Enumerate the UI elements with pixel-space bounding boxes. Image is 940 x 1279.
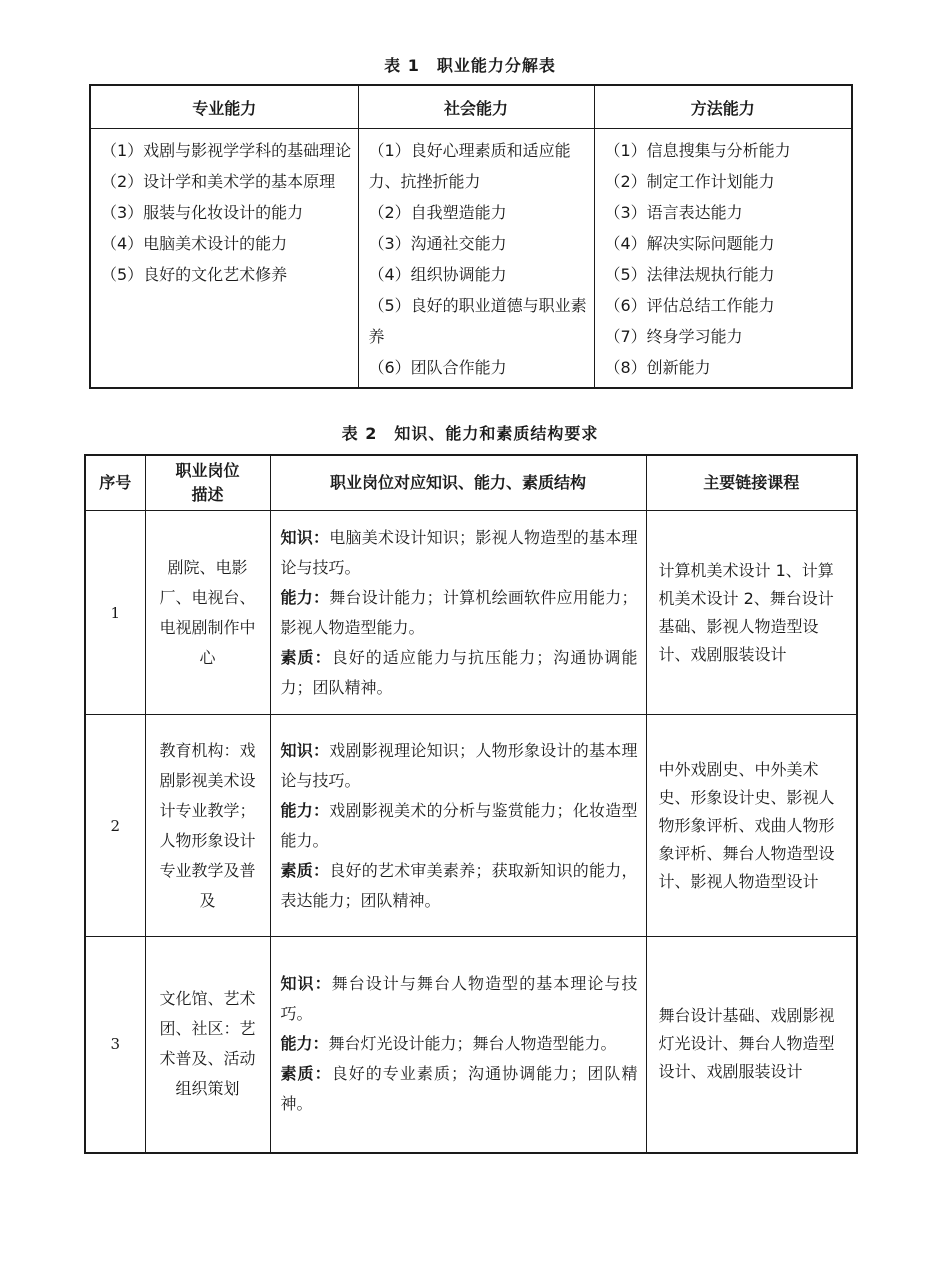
list-item: （5）良好的职业道德与职业素养: [368, 296, 587, 346]
list-item: （2）自我塑造能力: [368, 203, 507, 222]
list-item: （2）设计学和美术学的基本原理: [101, 172, 336, 191]
table-row: [85, 511, 857, 715]
structure-requirements-table: [84, 454, 858, 1154]
list-item: （1）戏剧与影视学学科的基础理论: [101, 141, 352, 160]
list-item: （3）语言表达能力: [604, 203, 743, 222]
professional-ability-cell: [90, 129, 358, 389]
knowledge-line: [281, 523, 638, 583]
header-structure: 职业岗位对应知识、能力、素质结构: [270, 455, 646, 511]
ability-breakdown-table: [89, 84, 853, 389]
header-social-ability: 社会能力: [358, 85, 594, 129]
list-item: （1）良好心理素质和适应能力、抗挫折能力: [368, 141, 571, 191]
job-description: 剧院、电影厂、电视台、电视剧制作中心: [145, 511, 270, 715]
ability-text: 戏剧影视美术的分析与鉴赏能力；化妆造型能力。: [280, 800, 638, 850]
list-item: （7）终身学习能力: [604, 327, 743, 346]
list-item: （6）评估总结工作能力: [604, 296, 775, 315]
table1-body-row: [90, 129, 852, 389]
knowledge-label: 知识：: [280, 740, 330, 760]
header-method-ability: 方法能力: [594, 85, 852, 129]
quality-label: 素质：: [280, 1064, 332, 1084]
list-item: （4）电脑美术设计的能力: [101, 234, 288, 253]
quality-label: 素质：: [280, 647, 332, 667]
quality-line: [281, 643, 638, 703]
row-number: 3: [85, 937, 145, 1153]
method-ability-cell: [594, 129, 852, 389]
ability-label: 能力：: [280, 1034, 329, 1054]
knowledge-line: [281, 969, 638, 1029]
ability-text: 舞台设计能力；计算机绘画软件应用能力；影视人物造型能力。: [280, 587, 638, 637]
list-item: （4）组织协调能力: [368, 265, 507, 284]
ability-text: 舞台灯光设计能力；舞台人物造型能力。: [328, 1034, 617, 1054]
header-courses: 主要链接课程: [646, 455, 857, 511]
structure-cell: [270, 511, 646, 715]
header-job-description: [145, 455, 270, 511]
ability-line: [281, 583, 638, 643]
list-item: （5）法律法规执行能力: [604, 265, 775, 284]
ability-label: 能力：: [280, 800, 330, 820]
list-item: （1）信息搜集与分析能力: [604, 141, 791, 160]
linked-courses: 计算机美术设计 1、计算机美术设计 2、舞台设计基础、影视人物造型设计、戏剧服装设计: [646, 511, 857, 715]
list-item: （2）制定工作计划能力: [604, 172, 775, 191]
list-item: （6）团队合作能力: [368, 358, 507, 377]
header-job-description-text: 职业岗位描述: [175, 461, 240, 504]
table1-caption: 表 1 职业能力分解表: [384, 56, 556, 75]
table-row: [85, 937, 857, 1153]
ability-line: [281, 796, 638, 856]
list-item: （3）沟通社交能力: [368, 234, 507, 253]
table2-header-row: [85, 455, 857, 511]
linked-courses: 中外戏剧史、中外美术史、形象设计史、影视人物形象评析、戏曲人物形象评析、舞台人物造型设计、影视人物造型设计: [646, 715, 857, 937]
knowledge-label: 知识：: [280, 527, 330, 547]
knowledge-line: [281, 736, 638, 796]
quality-label: 素质：: [280, 860, 330, 880]
list-item: （8）创新能力: [604, 358, 711, 377]
quality-text: 良好的专业素质；沟通协调能力；团队精神。: [280, 1064, 638, 1114]
list-item: （5）良好的文化艺术修养: [101, 265, 288, 284]
job-description: 文化馆、艺术团、社区：艺术普及、活动组织策划: [145, 937, 270, 1153]
social-ability-cell: [358, 129, 594, 389]
structure-cell: [270, 937, 646, 1153]
row-number: 1: [85, 511, 145, 715]
quality-line: [281, 856, 638, 916]
header-professional-ability: 专业能力: [90, 85, 358, 129]
quality-line: [281, 1059, 638, 1119]
list-item: （4）解决实际问题能力: [604, 234, 775, 253]
structure-cell: [270, 715, 646, 937]
table2-caption: 表 2 知识、能力和素质结构要求: [341, 424, 599, 443]
knowledge-text: 舞台设计与舞台人物造型的基本理论与技巧。: [280, 974, 638, 1024]
quality-text: 良好的适应能力与抗压能力；沟通协调能力；团队精神。: [280, 647, 638, 697]
table1-header-row: [90, 85, 852, 129]
ability-label: 能力：: [280, 587, 330, 607]
table-row: [85, 715, 857, 937]
knowledge-text: 电脑美术设计知识；影视人物造型的基本理论与技巧。: [280, 527, 638, 577]
knowledge-label: 知识：: [280, 974, 332, 994]
list-item: （3）服装与化妆设计的能力: [101, 203, 304, 222]
quality-text: 良好的艺术审美素养；获取新知识的能力，表达能力；团队精神。: [280, 860, 638, 910]
ability-line: [281, 1029, 638, 1059]
linked-courses: 舞台设计基础、戏剧影视灯光设计、舞台人物造型设计、戏剧服装设计: [646, 937, 857, 1153]
knowledge-text: 戏剧影视理论知识；人物形象设计的基本理论与技巧。: [280, 740, 638, 790]
job-description: 教育机构：戏剧影视美术设计专业教学；人物形象设计专业教学及普及: [145, 715, 270, 937]
header-number: 序号: [85, 455, 145, 511]
row-number: 2: [85, 715, 145, 937]
